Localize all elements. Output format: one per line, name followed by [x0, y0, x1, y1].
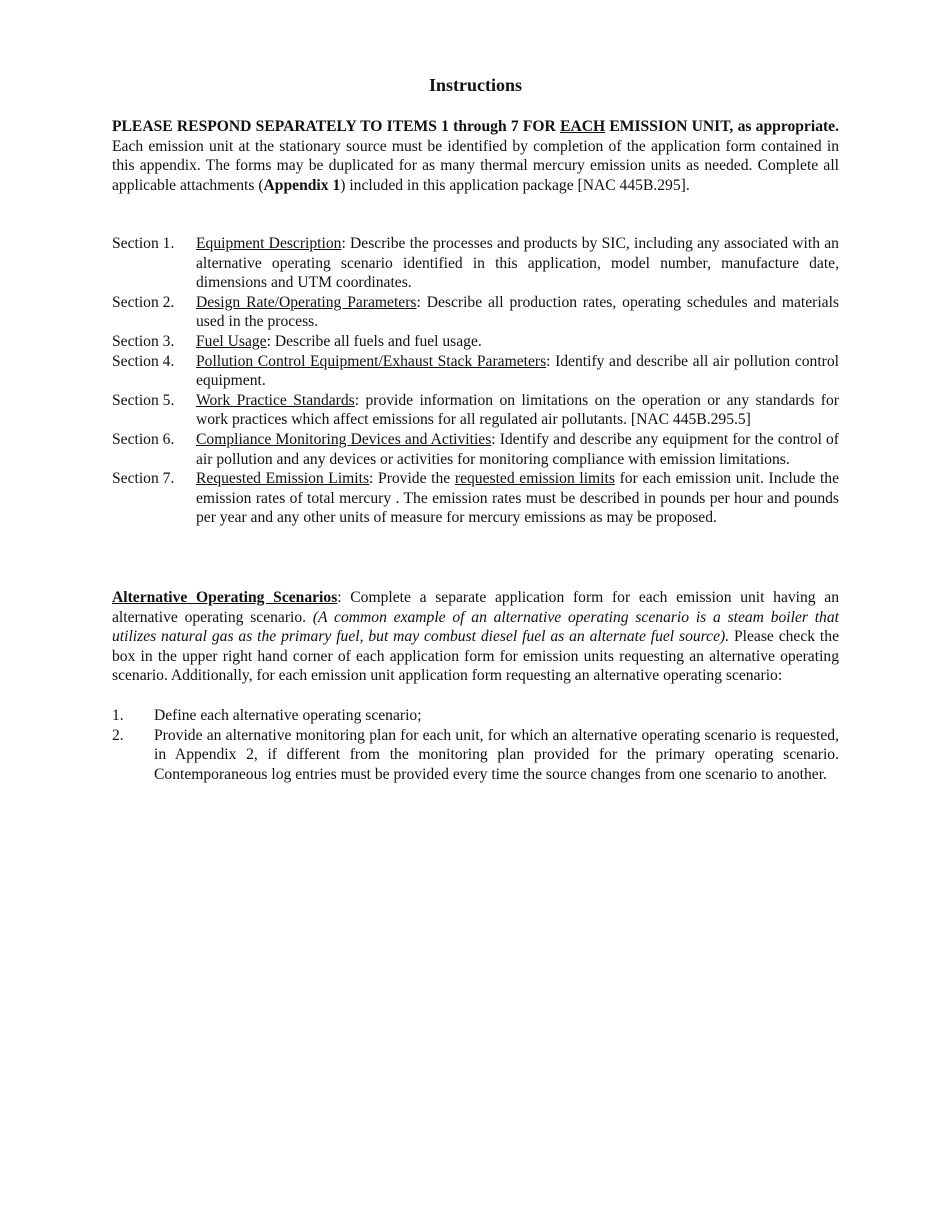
intro-each-emphasis: EACH	[560, 118, 606, 135]
section-text: : provide information on limitations on the operation or any standards for work practices which affect emissions for all regulated air pollutants. [NAC 445B.295.5]	[196, 391, 839, 429]
section-heading: Compliance Monitoring Devices and Activities	[196, 430, 492, 448]
section-heading: Equipment Description	[196, 235, 342, 252]
section-label: Section 3.	[112, 332, 175, 350]
section-item	[112, 469, 839, 528]
section-label: Section 1.	[112, 235, 175, 252]
alternative-text-2: Please check the box in the upper right hand corner of each application form for emission units requesting an alternative operating scenario. Additionally, for each emission unit application form requesting an alternative operating scenario:	[112, 628, 839, 685]
intro-paragraph	[112, 117, 839, 195]
intro-text-2: ) included in this application package [NAC 445B.295].	[340, 176, 690, 194]
section-text-1: : Provide the	[369, 470, 455, 488]
section-text: for each emission unit. Include the emission rates of total mercury . The emission rates must be described in pounds per hour and pounds per year and any other units of measure for mercury emissions as may be proposed.	[196, 470, 839, 527]
page-title: Instructions	[428, 75, 522, 95]
alternative-heading: Alternative Operating Scenarios	[112, 589, 338, 606]
section-item	[112, 332, 839, 352]
section-label: Section 6.	[112, 430, 175, 448]
section-heading: Work Practice Standards	[196, 391, 355, 409]
section-body	[196, 293, 839, 332]
section-body	[196, 430, 839, 469]
section-text: : Identify and describe any equipment for the control of air pollution and any devices or activities for monitoring compliance with emission limitations.	[196, 430, 839, 468]
list-item-text: Define each alternative operating scenario;	[154, 707, 422, 724]
list-item	[112, 706, 839, 726]
alternative-text-1: : Complete a separate application form for each emission unit having an alternative operating scenario.	[112, 589, 839, 626]
section-item	[112, 352, 839, 391]
intro-lead-bold-2: EMISSION UNIT, as appropriate.	[605, 118, 839, 135]
list-item-number: 1.	[112, 707, 124, 724]
section-body	[196, 332, 839, 352]
alternative-scenarios-paragraph	[112, 588, 839, 686]
section-item	[112, 293, 839, 332]
section-body	[196, 391, 839, 430]
alternative-example: (A common example of an alternative operating scenario is a steam boiler that utilizes natural gas as the primary fuel, but may combust diesel fuel as an alternate fuel source).	[112, 608, 839, 646]
section-heading: Pollution Control Equipment/Exhaust Stack Parameters	[196, 352, 547, 370]
section-text: : Describe all production rates, operating schedules and materials used in the process.	[196, 293, 839, 331]
intro-lead-bold-1: PLEASE RESPOND SEPARATELY TO ITEMS 1 through 7 FOR	[112, 118, 561, 135]
list-item	[112, 726, 839, 785]
section-body	[196, 352, 839, 391]
section-heading: Design Rate/Operating Parameters	[196, 293, 417, 311]
list-item-number: 2.	[112, 726, 124, 744]
section-heading: Fuel Usage	[196, 332, 267, 350]
alternative-steps-list	[112, 706, 839, 784]
intro-appendix-ref: Appendix 1	[263, 176, 341, 194]
section-body	[196, 469, 839, 528]
section-text: : Describe all fuels and fuel usage.	[266, 332, 482, 350]
section-label: Section 5.	[112, 391, 175, 409]
section-item	[112, 391, 839, 430]
section-text: : Identify and describe all air pollution control equipment.	[196, 352, 839, 390]
requested-emission-limits-emphasis: requested emission limits	[454, 470, 615, 488]
section-heading: Requested Emission Limits	[196, 470, 370, 488]
section-label: Section 4.	[112, 352, 175, 370]
section-label: Section 7.	[112, 470, 175, 488]
section-item	[112, 430, 839, 469]
section-item	[112, 234, 839, 293]
section-label: Section 2.	[112, 293, 175, 311]
section-list	[112, 234, 839, 528]
list-item-text: Provide an alternative monitoring plan for each unit, for which an alternative operating scenario is requested, in Appendix 2, if different from the monitoring plan provided for the primary operating scenario. Contemporaneous log entries must be provided every time the source changes from one scenario to another.	[154, 726, 839, 783]
intro-text-1: Each emission unit at the stationary source must be identified by completion of the application form contained in this appendix. The forms may be duplicated for as many thermal mercury emission units as needed. Complete all applicable attachments (	[112, 137, 839, 194]
section-text: : Describe the processes and products by SIC, including any associated with an alternative operating scenario identified in this application, model number, manufacture date, dimensions and UTM coordinates.	[196, 235, 839, 292]
section-body	[196, 234, 839, 293]
